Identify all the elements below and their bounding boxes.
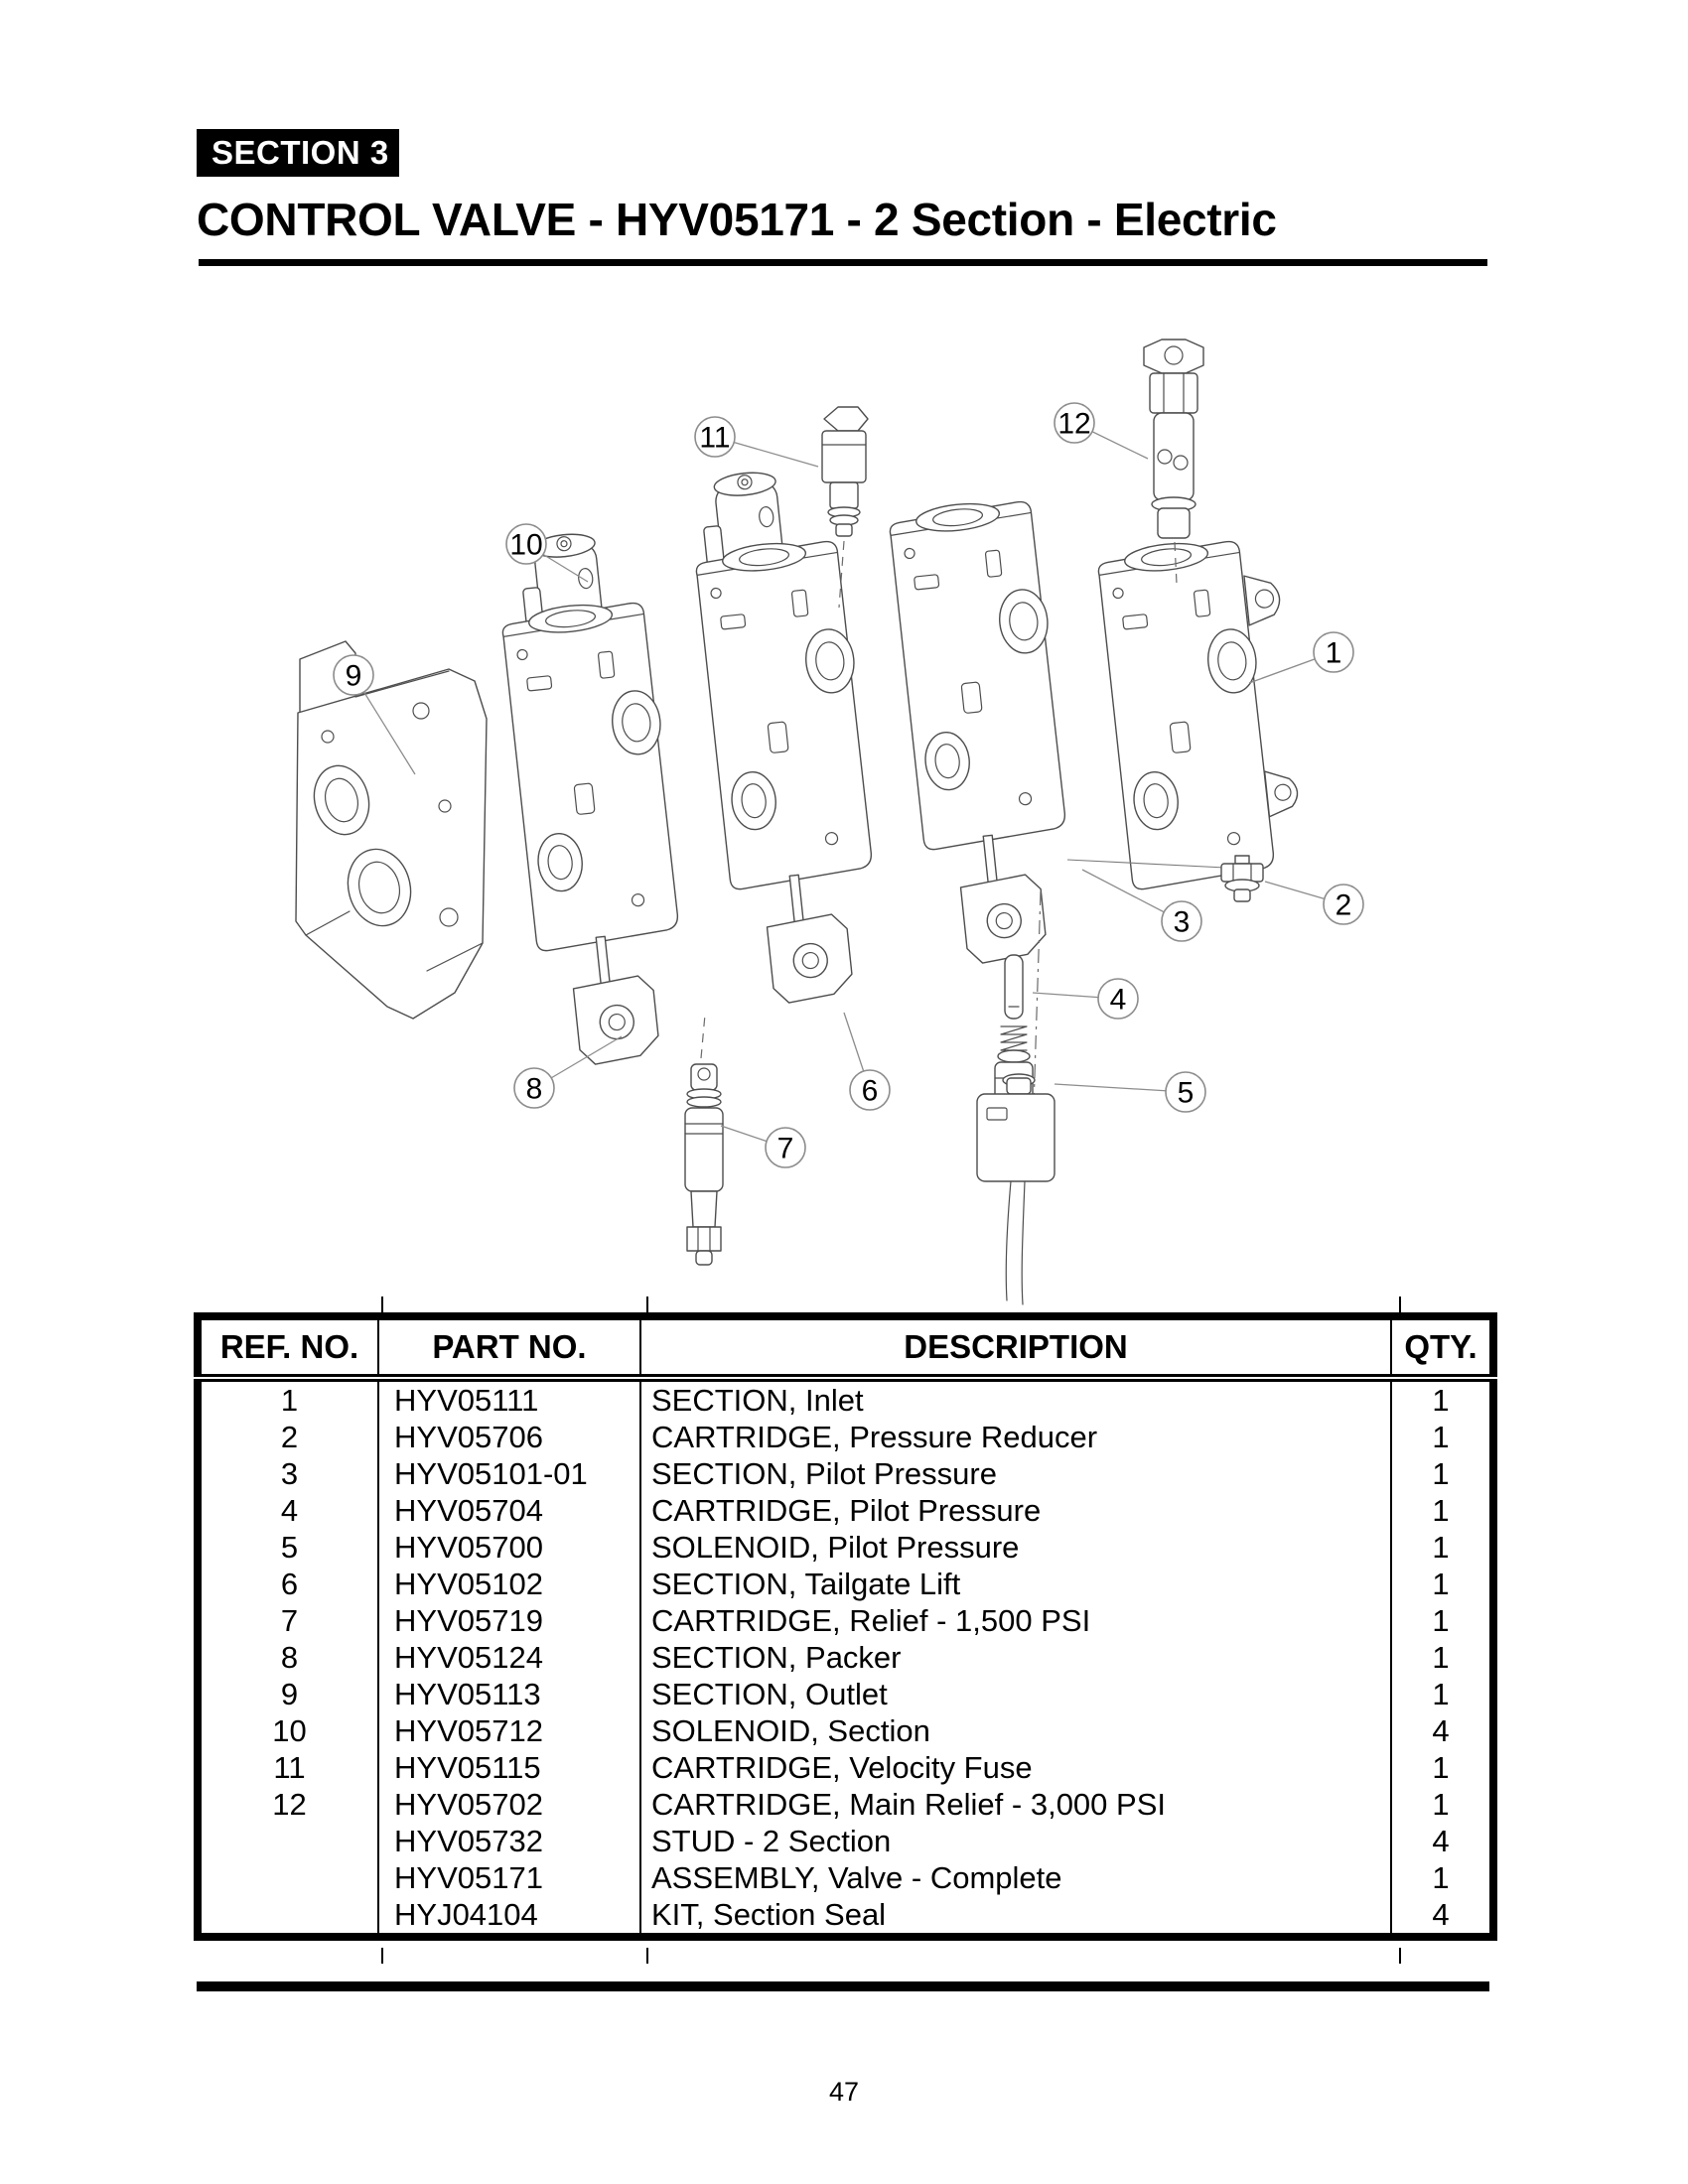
callout-number: 4: [1109, 983, 1127, 1017]
callout-number: 2: [1335, 888, 1352, 922]
col-header-description: DESCRIPTION: [640, 1316, 1391, 1378]
cell-ref-no: 1: [280, 1382, 299, 1418]
cell-description: SECTION, Pilot Pressure: [640, 1455, 1391, 1492]
cell-part-no: HYV05101-01: [378, 1455, 640, 1492]
cell-qty: 1: [1391, 1602, 1493, 1639]
callout-4: [1033, 979, 1138, 1019]
callout-6: [844, 1013, 890, 1110]
table-row: [198, 1859, 1493, 1896]
part-inlet-section: [1096, 533, 1308, 890]
cell-ref-no: 12: [272, 1786, 307, 1822]
part-packer-section: [500, 598, 695, 1069]
callout-number: 5: [1177, 1076, 1195, 1110]
callout-number: 11: [699, 421, 731, 455]
cell-qty: 1: [1391, 1419, 1493, 1455]
column-tail: [381, 1297, 383, 1312]
cell-qty: 1: [1391, 1676, 1493, 1712]
callout-number: 12: [1057, 407, 1091, 441]
page-number: 47: [828, 2077, 860, 2107]
column-tail: [646, 1948, 648, 1964]
callout-number: 10: [509, 528, 543, 562]
page-title: CONTROL VALVE - HYV05171 - 2 Section - Electric: [197, 194, 1277, 245]
cell-part-no: HYV05111: [378, 1378, 640, 1419]
cell-part-no: HYV05171: [378, 1859, 640, 1896]
table-row: [198, 1676, 1493, 1712]
col-header-qty: QTY.: [1391, 1316, 1493, 1378]
cell-qty: 1: [1391, 1786, 1493, 1823]
cell-ref-no: 11: [273, 1749, 306, 1785]
bottom-rule: [197, 1981, 1489, 1991]
cell-ref-no: 8: [280, 1639, 299, 1675]
part-relief-cartridge: [685, 1064, 723, 1265]
column-tail: [381, 1948, 383, 1964]
cell-description: SECTION, Outlet: [640, 1676, 1391, 1712]
cell-ref-no: 9: [280, 1676, 299, 1711]
col-header-ref-no: REF. NO.: [198, 1316, 378, 1378]
table-row: [198, 1566, 1493, 1602]
cell-description: CARTRIDGE, Relief - 1,500 PSI: [640, 1602, 1391, 1639]
table-row: [198, 1786, 1493, 1823]
part-main-relief-cartridge: [1144, 340, 1203, 538]
callout-number: 8: [525, 1072, 543, 1106]
part-pilot-section: [888, 496, 1082, 968]
cell-part-no: HYV05704: [378, 1492, 640, 1529]
cell-part-no: HYV05124: [378, 1639, 640, 1676]
callout-2: [1265, 882, 1363, 924]
cell-ref-no: [198, 1896, 378, 1937]
part-tailgate-section: [694, 536, 889, 1008]
cell-qty: 4: [1391, 1712, 1493, 1749]
cell-description: SECTION, Inlet: [640, 1378, 1391, 1419]
cell-qty: 1: [1391, 1749, 1493, 1786]
part-velocity-fuse-cartridge: [822, 407, 868, 536]
cell-description: KIT, Section Seal: [640, 1896, 1391, 1937]
table-row: [198, 1602, 1493, 1639]
cell-part-no: HYV05115: [378, 1749, 640, 1786]
cell-description: ASSEMBLY, Valve - Complete: [640, 1859, 1391, 1896]
column-tail: [646, 1297, 648, 1312]
cell-qty: 1: [1391, 1529, 1493, 1566]
table-row: [198, 1455, 1493, 1492]
table-row: [198, 1712, 1493, 1749]
cell-qty: 1: [1391, 1492, 1493, 1529]
callout-12: [1055, 403, 1148, 459]
callout-number: 6: [861, 1074, 879, 1108]
table-row: [198, 1529, 1493, 1566]
part-pilot-solenoid: [977, 1074, 1055, 1304]
cell-qty: 1: [1391, 1566, 1493, 1602]
table-row: [198, 1492, 1493, 1529]
cell-ref-no: 2: [280, 1419, 299, 1454]
cell-description: SECTION, Packer: [640, 1639, 1391, 1676]
cell-ref-no: [198, 1859, 378, 1896]
cell-part-no: HYV05719: [378, 1602, 640, 1639]
col-header-part-no: PART NO.: [378, 1316, 640, 1378]
assembly-line-relief-cartridge: [701, 1015, 705, 1058]
cell-ref-no: 10: [272, 1712, 307, 1748]
callout-11: [695, 417, 818, 467]
column-tail: [1399, 1948, 1401, 1964]
cell-part-no: HYV05700: [378, 1529, 640, 1566]
cell-ref-no: 7: [280, 1602, 299, 1638]
callout-number: 1: [1325, 636, 1342, 670]
cell-ref-no: 6: [280, 1566, 299, 1601]
cell-part-no: HYJ04104: [378, 1896, 640, 1937]
table-row: [198, 1749, 1493, 1786]
cell-qty: 4: [1391, 1896, 1493, 1937]
cell-description: CARTRIDGE, Pressure Reducer: [640, 1419, 1391, 1455]
cell-part-no: HYV05712: [378, 1712, 640, 1749]
callout-number: 9: [345, 659, 362, 693]
callout-5: [1055, 1072, 1205, 1112]
table-row: [198, 1639, 1493, 1676]
cell-qty: 1: [1391, 1639, 1493, 1676]
table-row: [198, 1378, 1493, 1419]
column-tail: [1399, 1297, 1401, 1312]
cell-description: CARTRIDGE, Velocity Fuse: [640, 1749, 1391, 1786]
cell-description: SOLENOID, Pilot Pressure: [640, 1529, 1391, 1566]
callout-number: 3: [1173, 905, 1191, 939]
table-header-row: [198, 1316, 1493, 1378]
table-row: [198, 1896, 1493, 1937]
cell-qty: 1: [1391, 1859, 1493, 1896]
cell-ref-no: [198, 1823, 378, 1859]
cell-part-no: HYV05732: [378, 1823, 640, 1859]
table-row: [198, 1823, 1493, 1859]
cell-part-no: HYV05702: [378, 1786, 640, 1823]
cell-qty: 1: [1391, 1378, 1493, 1419]
cell-description: CARTRIDGE, Pilot Pressure: [640, 1492, 1391, 1529]
cell-qty: 1: [1391, 1455, 1493, 1492]
callout-7: [721, 1126, 805, 1167]
callout-number: 7: [776, 1132, 794, 1165]
cell-part-no: HYV05113: [378, 1676, 640, 1712]
table-row: [198, 1419, 1493, 1455]
cell-description: SOLENOID, Section: [640, 1712, 1391, 1749]
cell-part-no: HYV05102: [378, 1566, 640, 1602]
cell-ref-no: 5: [280, 1529, 299, 1565]
cell-description: STUD - 2 Section: [640, 1823, 1391, 1859]
cell-qty: 4: [1391, 1823, 1493, 1859]
cell-description: CARTRIDGE, Main Relief - 3,000 PSI: [640, 1786, 1391, 1823]
cell-description: SECTION, Tailgate Lift: [640, 1566, 1391, 1602]
cell-ref-no: 4: [280, 1492, 299, 1528]
part-outlet-section: [296, 641, 487, 1019]
parts-table: [194, 1312, 1497, 1941]
callout-1: [1249, 632, 1353, 683]
cell-ref-no: 3: [280, 1455, 299, 1491]
section-badge: SECTION 3: [197, 129, 399, 177]
cell-part-no: HYV05706: [378, 1419, 640, 1455]
